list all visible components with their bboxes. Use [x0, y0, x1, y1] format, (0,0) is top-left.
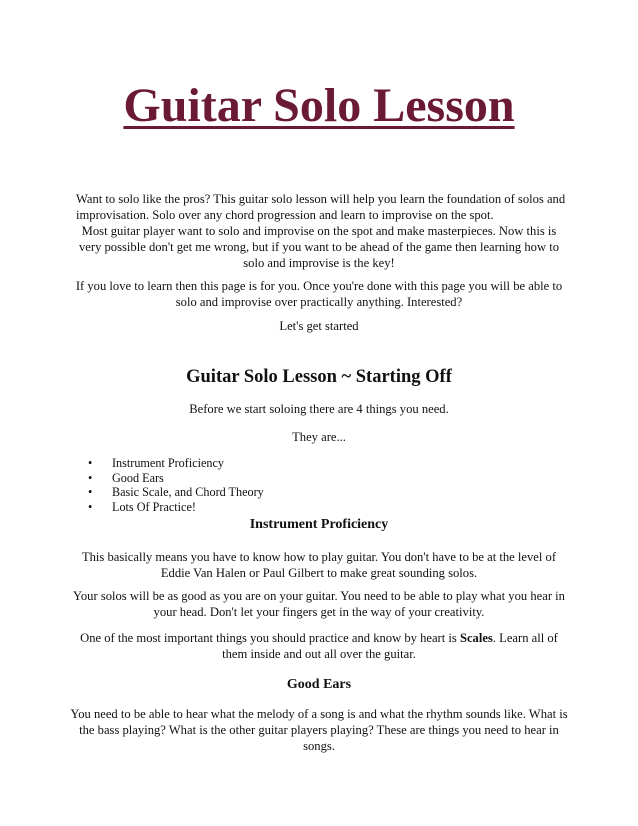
page-title: Guitar Solo Lesson — [123, 79, 515, 132]
list-item: • Lots Of Practice! — [88, 499, 196, 514]
scales-keyword: Scales — [459, 631, 493, 645]
bullet-icon: • — [88, 499, 93, 514]
list-item: • Good Ears — [88, 470, 164, 485]
requirements-list — [88, 456, 264, 514]
heading-instrument-proficiency: Instrument Proficiency — [249, 517, 389, 532]
intro-paragraph-3: If you love to learn then this page is for you. Once you're done with this page you will be able to solo and improvise over practically anything. Interested? — [75, 279, 563, 309]
intro-cta: Let's get started — [279, 319, 359, 333]
bullet-icon: • — [88, 456, 93, 470]
heading-good-ears: Good Ears — [286, 677, 352, 692]
ears-paragraph-1: You need to be able to hear what the melody of a song is and what the rhythm sounds like. What is the bass playing? What is the other guitar players playing? These are things you need to hear in songs. — [70, 707, 568, 753]
intro-line-2: improvisation. Solo over any chord progression and learn to improvise on the spot. — [76, 208, 494, 222]
list-item: • Basic Scale, and Chord Theory — [88, 485, 264, 499]
list-item: • Instrument Proficiency — [88, 456, 225, 470]
section-lead: Before we start soloing there are 4 things you need. — [189, 402, 449, 416]
instrument-paragraph-2: Your solos will be as good as you are on your guitar. You need to be able to play what you hear in your head. Don't let your fingers get in the way of your creativity. — [73, 589, 565, 619]
section-heading-starting-off: Guitar Solo Lesson ~ Starting Off — [186, 367, 452, 387]
bullet-icon: • — [88, 470, 93, 485]
instrument-paragraph-1: This basically means you have to know how to play guitar. You don't have to be at the level of Eddie Van Halen or Paul Gilbert to make great sounding solos. — [81, 550, 557, 580]
intro-paragraph-2: Most guitar player want to solo and improvise on the spot and make masterpieces. Now this is very possible don't get me wrong, but if you want to be ahead of the game then learning how to solo and improvise is the key! — [78, 224, 559, 270]
they-are-text: They are... — [292, 430, 346, 444]
intro-line-1: Want to solo like the pros? This guitar solo lesson will help you learn the foundation of solos and — [76, 192, 566, 206]
instrument-paragraph-3: One of the most important things you should practice and know by heart is Scales. Learn all of them inside and out all over the guitar. — [80, 631, 558, 661]
bullet-icon: • — [88, 485, 93, 499]
